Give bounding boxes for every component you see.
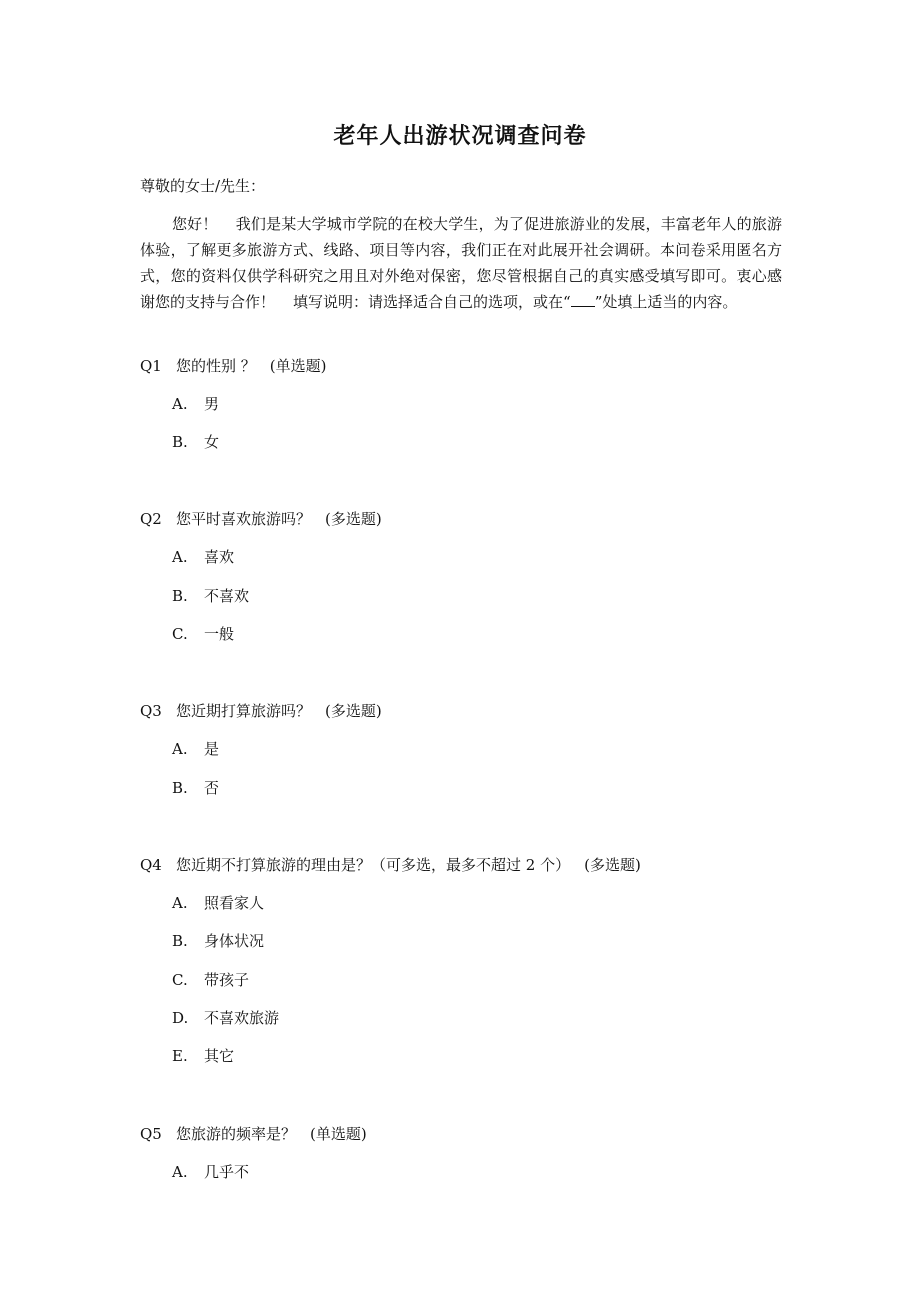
option-letter: A. — [172, 395, 188, 413]
option-letter: B. — [172, 779, 188, 797]
option-letter: D. — [172, 1009, 189, 1027]
question-text: 您平时喜欢旅游吗？ — [176, 510, 312, 528]
option-q2-a[interactable] — [172, 547, 234, 567]
question-q2 — [140, 509, 382, 529]
option-letter: E. — [172, 1047, 188, 1065]
option-text: 身体状况 — [204, 932, 265, 950]
option-q5-a[interactable] — [172, 1162, 249, 1182]
option-q4-e[interactable] — [172, 1046, 234, 1066]
option-letter: A. — [172, 1163, 188, 1181]
question-type: (单选题) — [269, 357, 327, 375]
option-letter: A. — [172, 894, 188, 912]
option-q3-a[interactable] — [172, 739, 219, 759]
option-text: 男 — [204, 395, 220, 413]
option-letter: A. — [172, 740, 188, 758]
question-number: Q4 — [140, 856, 162, 874]
question-q3 — [140, 701, 382, 721]
option-q4-a[interactable] — [172, 893, 264, 913]
page-title: 老年人出游状况调查问卷 — [333, 123, 587, 149]
option-letter: A. — [172, 548, 188, 566]
question-text: 您的性别 ？ — [176, 357, 256, 375]
option-text: 否 — [204, 779, 220, 797]
question-text: 您旅游的频率是？ — [176, 1125, 297, 1143]
option-q2-c[interactable] — [172, 624, 234, 644]
option-letter: B. — [172, 932, 188, 950]
question-number: Q5 — [140, 1125, 162, 1143]
option-text: 其它 — [204, 1047, 235, 1065]
question-type: (多选题) — [325, 702, 382, 720]
option-text: 一般 — [204, 625, 235, 643]
question-q4 — [140, 855, 641, 875]
option-text: 带孩子 — [204, 971, 250, 989]
option-q4-b[interactable] — [172, 931, 264, 951]
option-q1-a[interactable] — [172, 394, 219, 414]
blank-line — [571, 292, 595, 307]
option-text: 女 — [204, 433, 220, 451]
option-q3-b[interactable] — [172, 778, 219, 798]
question-number: Q1 — [140, 357, 162, 375]
option-letter: C. — [172, 625, 188, 643]
question-q1 — [140, 356, 327, 376]
intro-paragraph — [140, 211, 782, 315]
option-letter: C. — [172, 971, 188, 989]
question-type: (多选题) — [584, 856, 641, 874]
option-q4-c[interactable] — [172, 970, 249, 990]
option-text: 照看家人 — [204, 894, 265, 912]
option-text: 喜欢 — [204, 548, 235, 566]
intro-instructions-after: ”处填上适当的内容。 — [594, 293, 738, 311]
option-text: 几乎不 — [204, 1163, 250, 1181]
option-letter: B. — [172, 587, 188, 605]
intro-body: 我们是某大学城市学院的在校大学生，为了促进旅游业的发展，丰富老年人的旅游体验，了解更多旅游方式、线路、项目等内容，我们正在对此展开社会调研。本问卷采用匿名方式，您的资料仅供学科研究之用且对外绝对保密，您尽管根据自己的真实感受填写即可。衷心感谢您的支持与合作！ — [140, 215, 782, 311]
question-number: Q2 — [140, 510, 162, 528]
option-text: 不喜欢 — [204, 587, 250, 605]
option-q2-b[interactable] — [172, 586, 249, 606]
option-q4-d[interactable] — [172, 1008, 279, 1028]
question-type: (单选题) — [310, 1125, 367, 1143]
question-number: Q3 — [140, 702, 162, 720]
option-text: 不喜欢旅游 — [204, 1009, 280, 1027]
question-q5 — [140, 1124, 367, 1144]
intro-instructions-before: 填写说明：请选择适合自己的选项，或在“ — [293, 293, 571, 311]
question-text: 您近期打算旅游吗？ — [176, 702, 312, 720]
option-letter: B. — [172, 433, 188, 451]
option-q1-b[interactable] — [172, 432, 219, 452]
option-text: 是 — [204, 740, 220, 758]
intro-greeting: 您好！ — [172, 215, 218, 233]
question-text: 您近期不打算旅游的理由是？（可多选，最多不超过 2 个） — [176, 856, 571, 874]
question-type: (多选题) — [325, 510, 382, 528]
salutation: 尊敬的女士/先生： — [140, 177, 266, 195]
